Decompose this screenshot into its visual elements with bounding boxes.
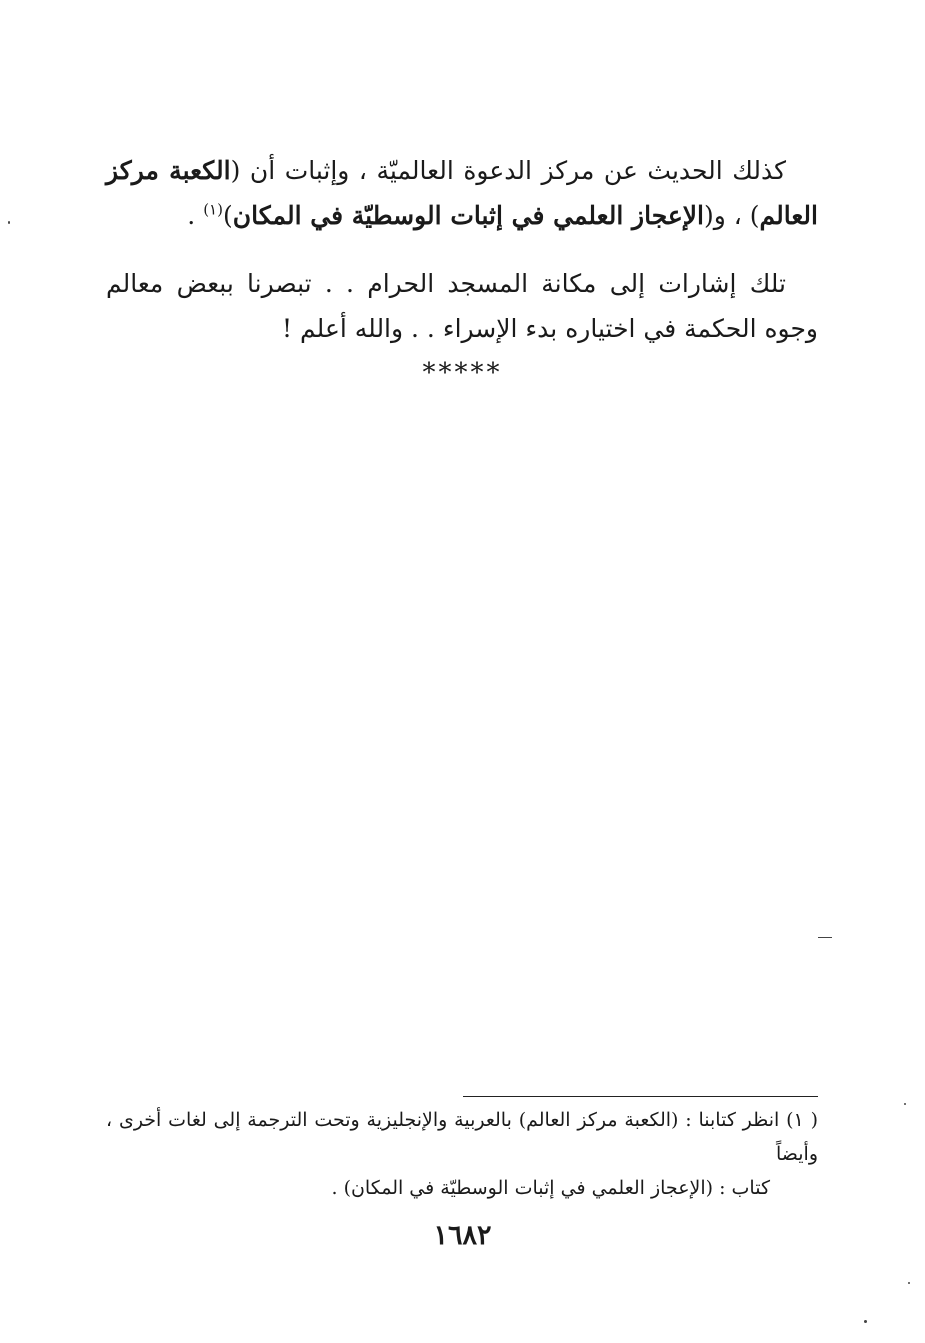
- paragraph1-text-d: .: [187, 201, 204, 230]
- footnote: [106, 1103, 818, 1205]
- scan-speck: [908, 1282, 910, 1284]
- page-number: ١٦٨٢: [433, 1220, 492, 1251]
- footnote-line-1: ( ١) انظر كتابنا : (الكعبة مركز العالم) بالعربية والإنجليزية وتحت الترجمة إلى لغات أخرى ، وأيضاً: [106, 1109, 818, 1165]
- paragraph1-text-b: ) ، و(: [703, 201, 760, 230]
- scan-speck: [8, 221, 10, 224]
- paragraph-kaaba-center: [106, 148, 818, 238]
- bold-title-miracle: الإعجاز العلمي في إثبات الوسطيّة في المكان: [232, 201, 704, 230]
- footnote-divider: [463, 1096, 818, 1097]
- paragraph1-text-c: ): [222, 201, 233, 230]
- footnote-line-2: كتاب : (الإعجاز العلمي في إثبات الوسطيّة في المكان) .: [331, 1177, 770, 1199]
- paragraph1-text-a: كذلك الحديث عن مركز الدعوة العالميّة ، وإثبات أن (: [230, 156, 786, 185]
- section-separator-stars: *****: [422, 358, 503, 388]
- scan-speck: [864, 1320, 867, 1323]
- footnote-reference[interactable]: (١): [203, 200, 223, 219]
- paragraph-haram-wisdom: تلك إشارات إلى مكانة المسجد الحرام . . تبصرنا ببعض معالم وجوه الحكمة في اختياره بدء الإسراء . . والله أعلم !: [106, 269, 818, 343]
- scan-speck: [904, 1103, 906, 1105]
- scan-speck: [818, 937, 832, 938]
- bold-title-kaaba: الكعبة مركز العالم: [106, 156, 818, 230]
